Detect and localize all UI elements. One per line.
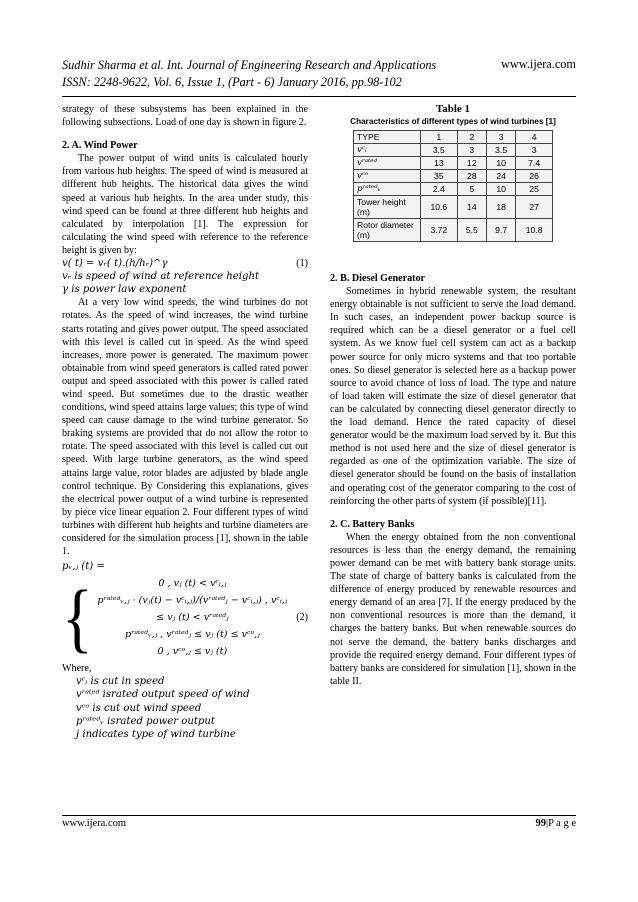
table-1-caption: Characteristics of different types of wind turbines [1] bbox=[350, 117, 556, 126]
equation-1-number: (1) bbox=[296, 258, 308, 270]
page-number: 99 bbox=[535, 818, 546, 829]
table-cell: 28 bbox=[457, 170, 486, 183]
table-cell: 24 bbox=[486, 170, 515, 183]
table-cell: vᶜᵢ bbox=[354, 144, 421, 157]
table-cell: 25 bbox=[516, 183, 553, 196]
where-label: Where, bbox=[62, 663, 92, 675]
definition-vrated: vʳᵃᵗᵉᵈ israted output speed of wind bbox=[76, 689, 250, 701]
where-definitions bbox=[62, 675, 308, 740]
table-cell: 5 bbox=[457, 183, 486, 196]
battery-banks-paragraph: When the energy obtained from the non conventional resources is less than the energy demand, the remaining power demand can be met with battery bank storage units. The state of charge of battery banks is calculated from the difference of energy produced by renewable resources and energy demand of an area [7]. If the energy produced by the non conventional resources is more than the demand, it charges the battery banks. But when renewable sources do not serve the demand, the battery banks discharges and provide the required energy demand. Four different types of battery banks are considered for simulation [1], shown in the table II. bbox=[330, 531, 576, 687]
table-cell: 9.7 bbox=[486, 219, 515, 242]
table-cell: 10.8 bbox=[516, 219, 553, 242]
table-1-title: Table 1 bbox=[435, 103, 471, 115]
footer-rule bbox=[62, 815, 576, 816]
table-cell: 3.5 bbox=[486, 144, 515, 157]
footer-website[interactable]: www.ijera.com bbox=[62, 818, 127, 829]
equation-2-case-4: 0 , vᶜᵒ,ⱼ ≤ vⱼ (t) bbox=[157, 646, 228, 658]
table-header-cell: 2 bbox=[457, 131, 486, 144]
table-header-cell: 4 bbox=[516, 131, 553, 144]
table-cell: 3 bbox=[516, 144, 553, 157]
table-cell: 3.72 bbox=[421, 219, 458, 242]
table-header-cell: TYPE bbox=[354, 131, 421, 144]
table-1 bbox=[347, 103, 559, 242]
equation-2-cases bbox=[97, 575, 288, 660]
wind-power-paragraph-1: The power output of wind units is calculated hourly from various hub heights. The speed of wind is measured at different hub heights. The historical data gives the wind speed at various hub heights. In the area under study, this wind speed can be found at three different hub heights and calculated by interpolation [1]. The expression for calculating the wind speed with reference to the reference height is given by: bbox=[62, 153, 308, 256]
table-cell: 13 bbox=[421, 157, 458, 170]
left-column bbox=[62, 103, 308, 741]
table-header-cell: 3 bbox=[486, 131, 515, 144]
equation-2-case-2: pʳᵃᵗᵉᵈᵥ,ⱼ · (vⱼ(t) − vᶜᵢ,ⱼ)/(vʳᵃᵗᵉᵈⱼ − vᶜᵢ,ⱼ) , vᶜᵢ,ⱼ ≤ vⱼ (t) < vʳᵃᵗᵉᵈⱼ bbox=[97, 595, 288, 624]
header-rule bbox=[62, 96, 576, 97]
table-row bbox=[354, 144, 553, 157]
diesel-generator-paragraph: Sometimes in hybrid renewable system, the resultant energy obtainable is not sufficient to serve the load demand. In such cases, an independent power backup source is required which can be a diesel generator or a fuel cell system. As we know fuel cell system can act as a backup power source for only micro systems and that too portable ones. So diesel generator is selected here as a backup power source to avoid chance of loss of load. The type and nature of load taken will estimate the size of diesel generator that can be calculated by connecting diesel generator directly to the load demand. Hence the rated capacity of diesel generator would be the maximum load served by it. But this method is not used here and the size of diesel generator is regarded as one of the optimization variable. The size of diesel generator should be found on the basis of installation and operating cost of the generator comparing to the cost of reinforcing the other parts of system (if possible)[11]. bbox=[330, 286, 576, 507]
table-cell: Rotor diameter (m) bbox=[354, 219, 421, 242]
equation-1-expression: v( t) = vᵣ( t).(h/hᵣ)^γ bbox=[62, 258, 168, 270]
header-website[interactable]: www.ijera.com bbox=[500, 57, 576, 71]
left-brace: { bbox=[62, 574, 93, 660]
wind-power-paragraph-2: At a very low wind speeds, the wind turbines do not rotates. As the speed of wind increases, the wind turbine starts rotating and gives power output. The speed associated with this level is called cut in speed. As the wind speed increases, more power is generated. The maximum power obtainable from wind speed generators is called rated power output and speed associated with this power is called rated wind speed. But sometimes due to the drastic weather conditions, wind speed attains large values; this type of wind speed can cause damage to the wind turbine generator. So braking systems are provided that do not allow the rotor to rotate. The speed associated with this level is called cut out speed. With large turbine generators, as the wind speed attains large value, rotor blades are adjusted by blade angle control technique. By Considering this explanations, gives the electrical power output of a wind turbine is represented by piece vice linear equation 2. Four different types of wind turbines with different hub heights and turbine diameters are considered for the simulation process [1], shown in the table 1. bbox=[62, 297, 308, 558]
definition-vco: vᶜᵒ is cut out wind speed bbox=[76, 702, 202, 714]
table-cell: pʳᵃᵗᵉᵈᵥ bbox=[354, 183, 421, 196]
header-issn: ISSN: 2248-9622, Vol. 6, Issue 1, (Part - 6) January 2016, pp.98-102 bbox=[62, 75, 402, 89]
table-cell: vᶜᵒ bbox=[354, 170, 421, 183]
table-cell: 27 bbox=[516, 196, 553, 219]
definition-gamma: γ is power law exponent bbox=[62, 284, 187, 296]
table-cell: 2.4 bbox=[421, 183, 458, 196]
table-row bbox=[354, 170, 553, 183]
table-cell: 26 bbox=[516, 170, 553, 183]
definition-vr: vᵣ is speed of wind at reference height bbox=[62, 271, 259, 283]
table-cell: 10 bbox=[486, 183, 515, 196]
intro-paragraph: strategy of these subsystems has been explained in the following subsections. Load of one day is shown in figure 2. bbox=[62, 104, 308, 129]
equation-2 bbox=[62, 575, 308, 660]
table-cell: 12 bbox=[457, 157, 486, 170]
running-header bbox=[62, 57, 436, 91]
equation-1 bbox=[62, 257, 308, 270]
table-row bbox=[354, 219, 553, 242]
table-cell: 5.5 bbox=[457, 219, 486, 242]
section-heading-battery-banks: 2. C. Battery Banks bbox=[330, 518, 415, 530]
table-cell: 18 bbox=[486, 196, 515, 219]
table-row bbox=[354, 157, 553, 170]
definition-prated: pʳᵃᵗᵉᵈᵥ israted power output bbox=[76, 715, 215, 727]
section-heading-diesel-generator: 2. B. Diesel Generator bbox=[330, 273, 426, 284]
definition-j: j indicates type of wind turbine bbox=[76, 728, 236, 740]
table-cell: 10.6 bbox=[421, 196, 458, 219]
table-cell: Tower height (m) bbox=[354, 196, 421, 219]
definition-vci: vᶜᵢ is cut in speed bbox=[76, 676, 165, 688]
equation-2-number: (2) bbox=[296, 612, 308, 624]
right-column bbox=[330, 272, 576, 688]
table-cell: 10 bbox=[486, 157, 515, 170]
table-cell: 14 bbox=[457, 196, 486, 219]
equation-2-lhs: pᵥ,ⱼ (t) = bbox=[62, 561, 105, 573]
table-cell: 35 bbox=[421, 170, 458, 183]
page-label: |P a g e bbox=[546, 818, 576, 829]
table-cell: vʳᵃᵗᵉᵈ bbox=[354, 157, 421, 170]
wind-turbine-table bbox=[353, 130, 553, 242]
table-header-row bbox=[354, 131, 553, 144]
table-cell: 3.5 bbox=[421, 144, 458, 157]
header-journal: Sudhir Sharma et al. Int. Journal of Engineering Research and Applications bbox=[62, 58, 437, 72]
footer-page-number bbox=[536, 818, 577, 829]
table-row bbox=[354, 183, 553, 196]
equation-2-case-3: pʳᵃᵗᵉᵈᵥ,ⱼ , vʳᵃᵗᵉᵈⱼ ≤ vⱼ (t) ≤ vᶜᵒ,ⱼ bbox=[124, 629, 260, 641]
equation-2-case-1: 0 , vⱼ (t) < vᶜᵢ,ⱼ bbox=[158, 578, 227, 590]
table-row bbox=[354, 196, 553, 219]
table-header-cell: 1 bbox=[421, 131, 458, 144]
section-heading-wind-power: 2. A. Wind Power bbox=[62, 140, 138, 152]
table-cell: 3 bbox=[457, 144, 486, 157]
table-cell: 7.4 bbox=[516, 157, 553, 170]
